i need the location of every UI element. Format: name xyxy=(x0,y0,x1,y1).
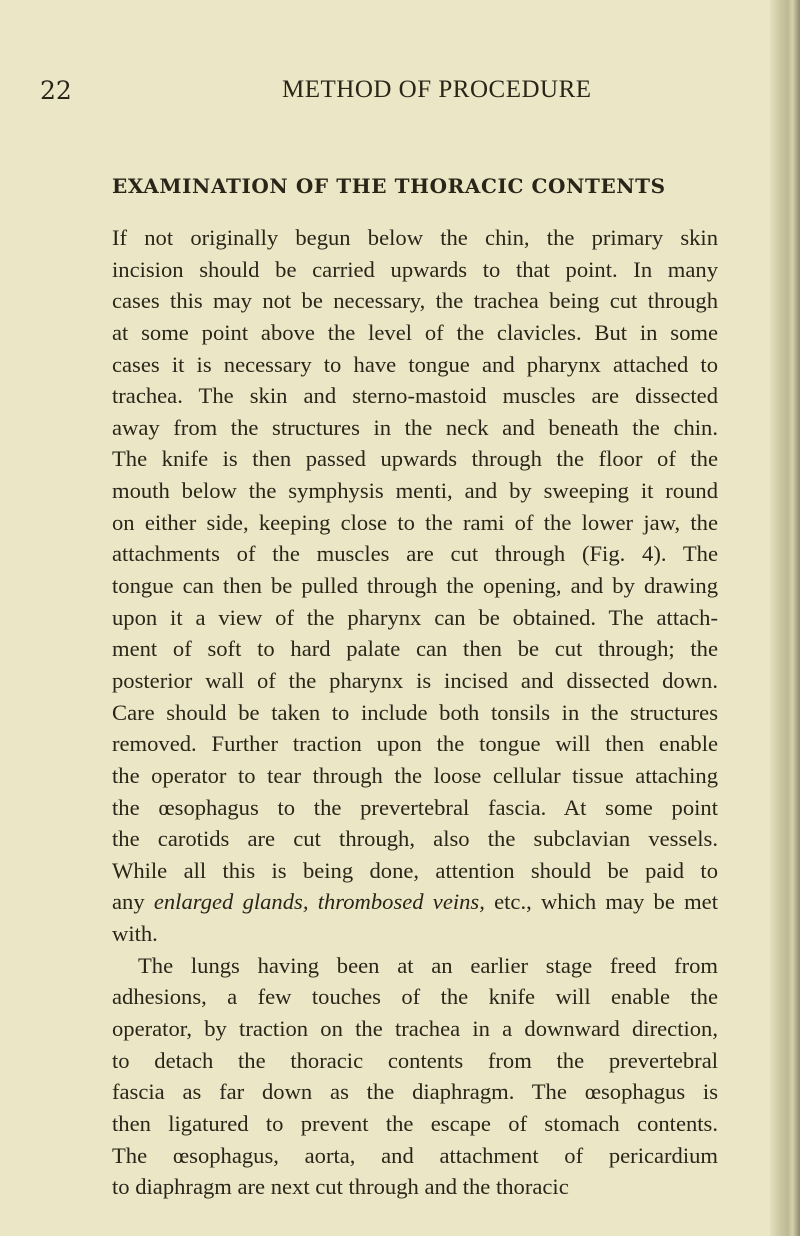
text-line: to diaphragm are next cut through and the thoracic xyxy=(112,1174,569,1200)
text-line: attachments of the muscles are cut through (Fig. 4). The xyxy=(112,541,718,567)
text-line: on either side, keeping close to the rami of the lower jaw, the xyxy=(112,509,718,535)
text-line: The œsophagus, aorta, and attachment of pericardium xyxy=(112,1142,718,1168)
text-line: adhesions, a few touches of the knife will enable the xyxy=(112,984,718,1010)
text-line: cases it is necessary to have tongue and pharynx attached to xyxy=(112,351,718,377)
text-line: If not originally begun below the chin, the primary skin xyxy=(112,225,718,250)
text-line: away from the structures in the neck and beneath the chin. xyxy=(112,414,718,440)
text-line: Care should be taken to include both tonsils in the structures xyxy=(112,699,718,725)
text-line: tongue can then be pulled through the opening, and by drawing xyxy=(112,573,718,599)
italic-phrase: enlarged glands, thrombosed veins, xyxy=(153,889,485,915)
running-header xyxy=(0,76,800,110)
text-line: at some point above the level of the clavicles. But in some xyxy=(112,319,718,345)
text-line: fascia as far down as the diaphragm. The œsophagus is xyxy=(112,1079,718,1105)
body-text xyxy=(112,222,718,1203)
text-line: any enlarged glands, thrombosed veins, etc., which may be met xyxy=(112,889,718,915)
text-line: removed. Further traction upon the tongue will then enable xyxy=(112,731,718,757)
text-line: the operator to tear through the loose cellular tissue attaching xyxy=(112,762,718,788)
text-line: posterior wall of the pharynx is incised and dissected down. xyxy=(112,667,718,693)
text-line: mouth below the symphysis menti, and by sweeping it round xyxy=(112,478,718,504)
text-line: While all this is being done, attention should be paid to xyxy=(112,857,718,883)
running-title: METHOD OF PROCEDURE xyxy=(282,76,592,103)
section-heading: EXAMINATION OF THE THORACIC CONTENTS xyxy=(112,174,666,198)
text-line: then ligatured to prevent the escape of stomach contents. xyxy=(112,1110,718,1136)
text-line: The lungs having been at an earlier stage freed from xyxy=(138,952,718,978)
text-line: the œsophagus to the prevertebral fascia. At some point xyxy=(112,794,718,820)
text-line: upon it a view of the pharynx can be obtained. The attach- xyxy=(112,604,718,630)
text-line: The knife is then passed upwards through the floor of the xyxy=(112,446,718,472)
text-line: cases this may not be necessary, the trachea being cut through xyxy=(112,288,718,314)
text-line: trachea. The skin and sterno-mastoid muscles are dissected xyxy=(112,383,718,409)
text-line: with. xyxy=(112,921,158,947)
book-binding-edge xyxy=(770,0,800,1236)
text-line: ment of soft to hard palate can then be cut through; the xyxy=(112,636,718,662)
text-line: to detach the thoracic contents from the prevertebral xyxy=(112,1047,718,1073)
page-number: 22 xyxy=(40,76,72,105)
text-line: operator, by traction on the trachea in a downward direction, xyxy=(112,1016,718,1042)
text-line: incision should be carried upwards to that point. In many xyxy=(112,256,718,282)
text-line: the carotids are cut through, also the subclavian vessels. xyxy=(112,826,718,852)
